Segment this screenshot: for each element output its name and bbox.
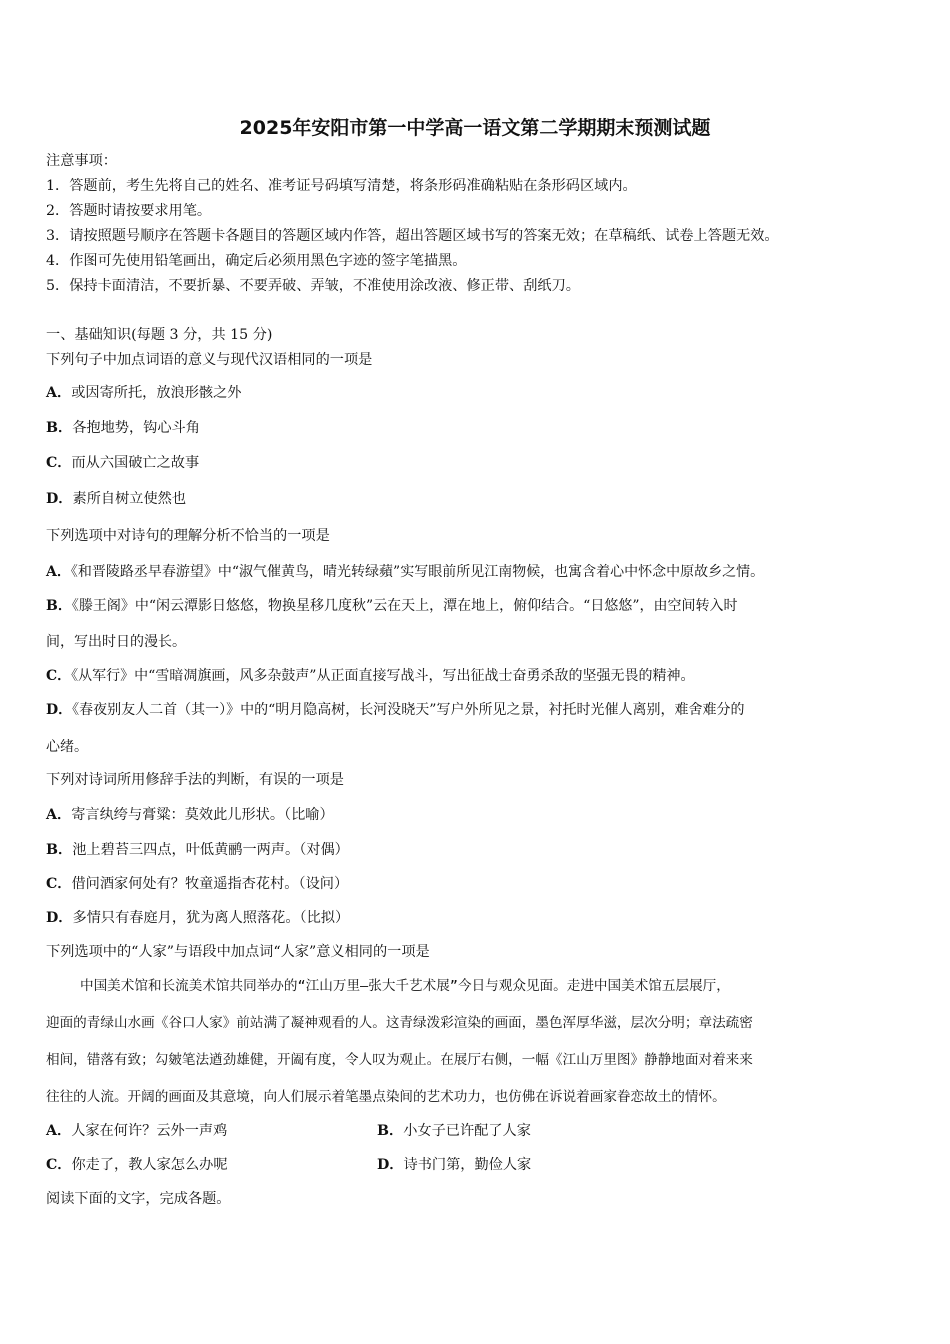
option-label: D．	[377, 1157, 404, 1173]
option-d	[46, 911, 349, 925]
option-label: A．	[46, 385, 72, 401]
option-c	[46, 877, 348, 891]
option-c	[46, 1158, 228, 1172]
option-label: C．	[46, 1157, 72, 1173]
passage-line: 中国美术馆和长流美术馆共同举办的“江山万里—张大千艺术展”今日与观众见面。走进中国美术馆五层展厅，	[80, 978, 730, 994]
option-label: A．	[46, 564, 71, 580]
option-label: A．	[46, 807, 72, 823]
option-label: B．	[46, 842, 73, 858]
option-text: 人家在何许？云外一声鸡	[71, 1123, 228, 1139]
option-label: A．	[46, 1123, 72, 1139]
option-a	[46, 565, 764, 579]
question-stem: 下列选项中对诗句的理解分析不恰当的一项是	[46, 528, 330, 544]
option-text: 或因寄所托，放浪形骸之外	[71, 385, 242, 401]
option-label: C．	[46, 876, 72, 892]
option-d	[377, 1158, 531, 1172]
option-label: B．	[377, 1123, 404, 1139]
option-text: 寄言纨绔与膏粱：莫效此儿形状。（比喻）	[71, 807, 334, 823]
option-c	[46, 669, 694, 683]
passage-line: 相间，错落有致；勾皴笔法遒劲雄健，开阖有度，令人叹为观止。在展厅右侧，一幅《江山万里图》静静地面对着来来	[46, 1052, 753, 1068]
notice-item: 2．答题时请按要求用笔。	[46, 203, 212, 219]
option-b-continuation: 间，写出时日的漫长。	[46, 634, 186, 650]
option-b	[46, 843, 349, 857]
option-d	[46, 703, 744, 717]
notice-item: 3．请按照题号顺序在答题卡各题目的答题区域内作答，超出答题区域书写的答案无效；在草稿纸、试卷上答题无效。	[46, 228, 779, 244]
option-text: 《从军行》中“雪暗凋旗画，风多杂鼓声”从正面直接写战斗，写出征战士奋勇杀敌的坚强无畏的精神。	[71, 668, 695, 684]
question-stem: 下列对诗词所用修辞手法的判断，有误的一项是	[46, 772, 344, 788]
option-text: 借问酒家何处有？牧童遥指杏花村。（设问）	[71, 876, 349, 892]
option-label: D．	[46, 491, 73, 507]
option-b	[46, 599, 737, 613]
notice-item: 1．答题前，考生先将自己的姓名、准考证号码填写清楚，将条形码准确粘贴在条形码区域内。	[46, 178, 637, 194]
page-title: 2025年安阳市第一中学高一语文第二学期期末预测试题	[239, 117, 711, 139]
option-text: 《滕王阁》中“闲云潭影日悠悠，物换星移几度秋”云在天上，潭在地上，俯仰结合。“日悠悠”，由空间转入时	[71, 598, 738, 614]
option-text: 你走了，教人家怎么办呢	[71, 1157, 228, 1173]
notice-heading: 注意事项：	[46, 153, 117, 169]
option-a	[46, 1124, 227, 1138]
option-d-continuation: 心绪。	[46, 739, 88, 755]
question-stem: 下列句子中加点词语的意义与现代汉语相同的一项是	[46, 352, 373, 368]
option-text: 素所自树立使然也	[72, 491, 187, 507]
notice-item: 4．作图可先使用铅笔画出，确定后必须用黑色字迹的签字笔描黑。	[46, 253, 467, 269]
option-label: C．	[46, 455, 72, 471]
option-text: 诗书门第，勤俭人家	[403, 1157, 532, 1173]
section-heading: 一、基础知识(每题 3 分，共 15 分)	[46, 327, 273, 343]
passage-line: 迎面的青绿山水画《谷口人家》前站满了凝神观看的人。这青绿泼彩渲染的画面，墨色浑厚华滋，层次分明；章法疏密	[46, 1015, 753, 1031]
question-stem: 下列选项中的“人家”与语段中加点词“人家”意义相同的一项是	[46, 944, 430, 960]
passage-line: 往往的人流。开阔的画面及其意境，向人们展示着笔墨点染间的艺术功力，也仿佛在诉说着画家眷恋故土的情怀。	[46, 1089, 726, 1105]
notice-item: 5．保持卡面清洁，不要折暴、不要弄破、弄皱，不准使用涂改液、修正带、刮纸刀。	[46, 278, 580, 294]
option-label: D．	[46, 702, 73, 718]
option-a	[46, 808, 334, 822]
option-text: 多情只有春庭月，犹为离人照落花。（比拟）	[72, 910, 350, 926]
option-b	[377, 1124, 531, 1138]
option-text: 而从六国破亡之故事	[71, 455, 200, 471]
option-label: B．	[46, 598, 72, 614]
option-c	[46, 456, 199, 470]
option-d	[46, 492, 186, 506]
option-text: 《春夜别友人二首（其一）》中的“明月隐高树，长河没晓天”写户外所见之景，衬托时光催人离别，难舍难分的	[72, 702, 745, 718]
option-a	[46, 386, 241, 400]
option-label: C．	[46, 668, 72, 684]
reading-intro: 阅读下面的文字，完成各题。	[46, 1191, 231, 1207]
option-label: D．	[46, 910, 73, 926]
option-text: 《和晋陵路丞早春游望》中“淑气催黄鸟，晴光转绿蘋”实写眼前所见江南物候，也寓含着心中怀念中原故乡之情。	[70, 564, 765, 580]
option-label: B．	[46, 420, 73, 436]
option-b	[46, 421, 200, 435]
option-text: 池上碧苔三四点，叶低黄鹂一两声。（对偶）	[72, 842, 349, 858]
option-text: 小女子已许配了人家	[403, 1123, 531, 1139]
option-text: 各抱地势，钩心斗角	[72, 420, 200, 436]
